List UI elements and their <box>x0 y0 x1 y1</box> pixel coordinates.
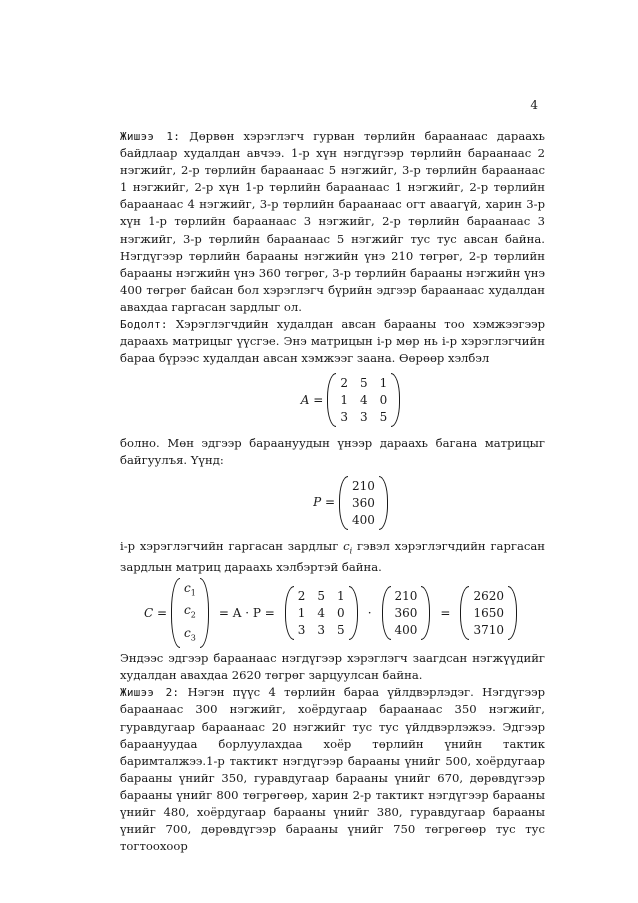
matrix-cell: 0 <box>337 606 345 621</box>
matrix-result-grid <box>469 586 508 640</box>
matrix-cell: 3710 <box>473 623 505 638</box>
solution-paragraph <box>120 316 545 367</box>
matrix-cell: 1 <box>340 393 348 408</box>
matrix-p-grid <box>348 476 379 530</box>
matrix-cell: 3 <box>340 410 348 425</box>
left-paren <box>327 373 336 427</box>
matrix-result <box>460 586 517 640</box>
example-2-label: Жишээ 2: <box>120 686 180 700</box>
matrix-cell: $c_1$ <box>184 581 196 598</box>
matrix-c <box>171 578 209 648</box>
example-2-paragraph <box>120 684 545 855</box>
equals-sign: = <box>440 605 451 620</box>
matrix-cell: $c_3$ <box>184 625 196 643</box>
matrix-cell: 0 <box>379 393 388 408</box>
matrix-cell: 1650 <box>473 606 505 621</box>
matrix-cell: 1 <box>337 589 345 604</box>
cost-variable-subscript: i <box>349 545 353 555</box>
solution-label: Бодолт: <box>120 318 168 332</box>
equation-c-lhs: C = <box>143 605 168 620</box>
left-paren <box>285 586 294 640</box>
matrix-a-inline-grid <box>294 586 349 640</box>
right-paren <box>421 586 430 640</box>
right-paren <box>508 586 517 640</box>
matrix-cell: 210 <box>394 589 418 604</box>
text-after-p <box>120 538 545 577</box>
left-paren <box>339 476 348 530</box>
matrix-cell: 5 <box>359 376 368 391</box>
matrix-cell: 5 <box>317 589 326 604</box>
matrix-cell: 5 <box>337 623 345 638</box>
matrix-cell: 400 <box>394 623 418 638</box>
matrix-a-inline <box>285 586 358 640</box>
text-after-p-before: i-р хэрэглэгчийн гаргасан зардлыг <box>120 538 344 553</box>
equation-p <box>160 476 545 530</box>
matrix-cell: 210 <box>352 478 375 493</box>
equation-a-lhs: A = <box>300 392 324 407</box>
right-paren <box>379 476 388 530</box>
cost-variable: c <box>343 538 350 553</box>
matrix-a-grid <box>336 373 391 427</box>
matrix-cell: 2 <box>340 376 348 391</box>
matrix-p-inline-grid <box>391 586 422 640</box>
equation-c <box>120 578 545 648</box>
matrix-cell: 5 <box>379 410 388 425</box>
equation-p-lhs: P = <box>313 494 336 509</box>
matrix-cell: 1 <box>379 376 388 391</box>
matrix-cell: 4 <box>359 393 368 408</box>
equals-product: = A · P = <box>218 605 275 620</box>
matrix-c-grid <box>180 578 200 648</box>
matrix-a <box>327 373 400 427</box>
matrix-cell: 360 <box>352 495 375 510</box>
matrix-p-inline <box>382 586 431 640</box>
right-paren <box>349 586 358 640</box>
left-paren <box>171 578 180 648</box>
left-paren <box>460 586 469 640</box>
example-1-label: Жишээ 1: <box>120 130 181 143</box>
matrix-cell: $c_2$ <box>184 603 196 620</box>
text-after-c: Эндээс эдгээр бараанаас нэгдүгээр хэрэглэгч заагдсан нэгжүүдийг худалдан авахдаа 2620 төгрөг зарцуулсан байна. <box>120 651 545 683</box>
page-number: 4 <box>530 98 538 112</box>
matrix-cell: 3 <box>317 623 326 638</box>
matrix-p <box>339 476 388 530</box>
solution-text: Хэрэглэгчдийн худалдан авсан барааны тоо хэмжээгээр дараахь матрицыг үүсгэе. Энэ матрицын i-р мөр нь i-р хэрэглэгчийн бараа бүрээс худалдан авсан хэмжээг заана. Өөрөөр хэлбэл <box>120 317 546 366</box>
left-paren <box>382 586 391 640</box>
equation-a <box>160 373 545 427</box>
example-1-paragraph <box>120 128 545 316</box>
matrix-cell: 4 <box>317 606 326 621</box>
right-paren <box>391 373 400 427</box>
text-after-p-after: гэвэл хэрэглэгчдийн гаргасан зардлын матриц дараахь хэлбэртэй байна. <box>120 538 545 574</box>
matrix-cell: 2 <box>297 589 306 604</box>
matrix-cell: 360 <box>394 606 418 621</box>
matrix-cell: 400 <box>352 512 375 527</box>
matrix-cell: 3 <box>359 410 368 425</box>
matrix-cell: 2620 <box>473 589 505 604</box>
dot-operator: · <box>367 605 372 620</box>
matrix-cell: 3 <box>297 623 306 638</box>
matrix-cell: 1 <box>297 606 306 621</box>
page-content <box>120 128 545 855</box>
right-paren <box>200 578 209 648</box>
example-2-text: Нэгэн пүүс 4 төрлийн бараа үйлдвэрлэдэг. Нэгдүгээр бараанаас 300 нэгжийг, хоёрдугаар бараанаас 350 нэгжийг, гуравдугаар бараанаас 20 нэгжийг тус тус үйлдвэрлэжээ. Эдгээр бараануудаа борлуулахдаа хоёр төрлийн үнийн тактик баримталжээ.1-р тактикт нэгдүгээр барааны үнийг 500, хоёрдугаар барааны үнийг 350, гуравдугаар барааны үнийг 670, дөрөвдүгээр барааны үнийг 800 төгрөгөөр, харин 2-р тактикт нэгдүгээр барааны үнийг 480, хоёрдугаар барааны үнийг 380, гуравдугаар барааны үнийг 700, дөрөвдүгээр барааны үнийг 750 төгрөгөөр тус тус тогтоохоор <box>120 685 545 854</box>
example-1-text: Дөрвөн хэрэглэгч гурван төрлийн бараанаас дараахь байдлаар худалдан авчээ. 1-р хүн нэгдүгээр төрлийн бараанаас 2 нэгжийг, 2-р төрлийн бараанаас 5 нэгжийг, 3-р төрлийн бараанаас 1 нэгжийг, 2-р хүн 1-р төрлийн бараанаас 1 нэгжийг, 2-р төрлийн бараанаас 4 нэгжийг, 3-р төрлийн бараанаас огт аваагүй, харин 3-р хүн 1-р төрлийн бараанаас 3 нэгжийг, 2-р төрлийн бараанаас 3 нэгжийг, 3-р төрлийн бараанаас 5 нэгжийг тус тус авсан байна. Нэгдүгээр төрлийн барааны нэгжийн үнэ 210 төгрөг, 2-р төрлийн барааны нэгжийн үнэ 360 төгрөг, 3-р төрлийн барааны нэгжийн үнэ 400 төгрөг байсан бол хэрэглэгч бүрийн эдгээр бараанаас худалдан авахдаа гаргасан зардлыг ол. <box>120 129 545 314</box>
text-after-a: болно. Мөн эдгээр бараануудын үнээр дараахь багана матрицыг байгуулъя. Үүнд: <box>120 436 545 468</box>
